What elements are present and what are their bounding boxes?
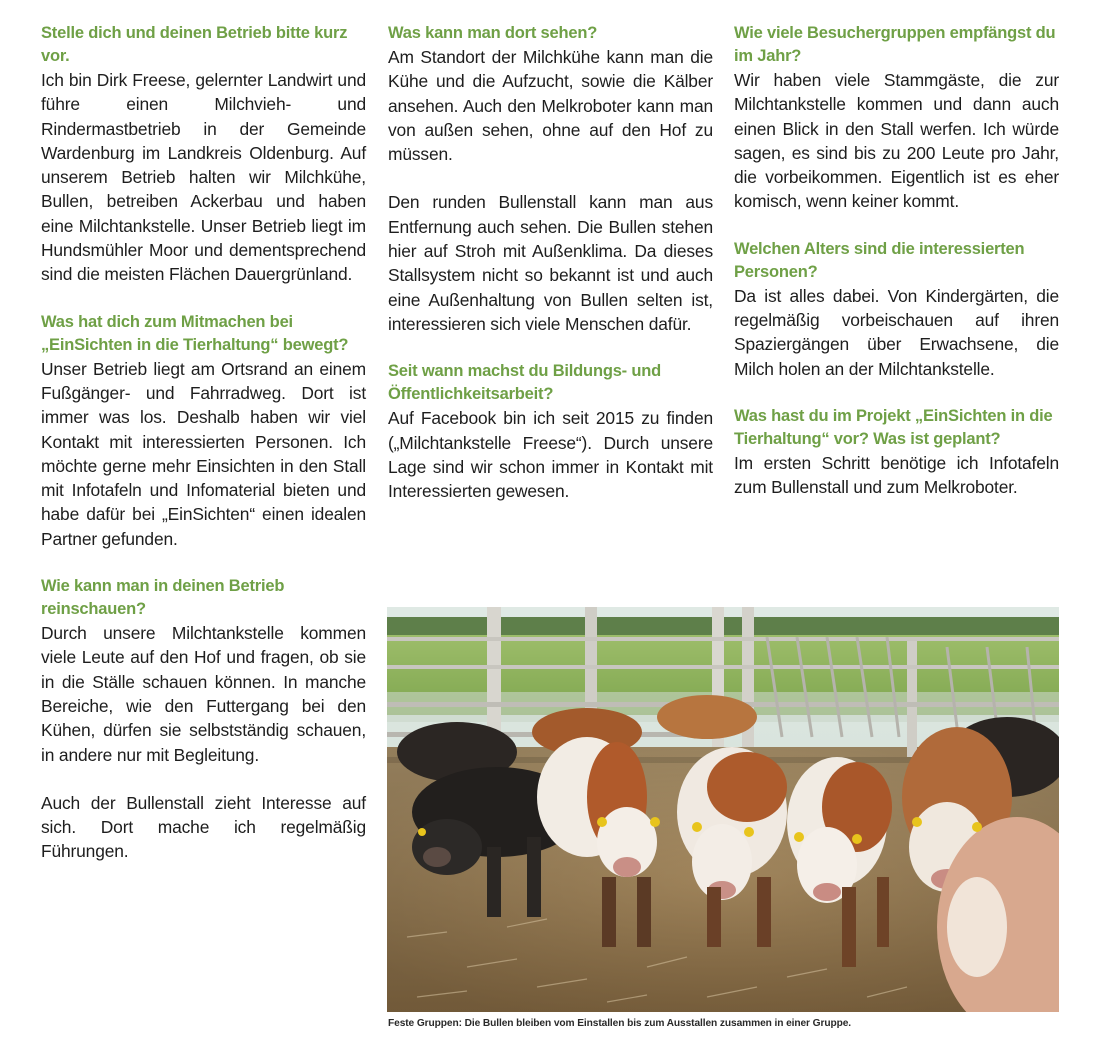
question-heading: Wie kann man in deinen Betrieb reinschauen? bbox=[41, 577, 285, 619]
answer-text: Durch unsere Milchtankstelle kommen viele Leute auf den Hof und fragen, ob sie in die Ställe schauen können. In manche Bereiche, wie den Futtergang bei den Kühen, dürfen sie selbstständig schauen, in andere nur mit Begleitung. bbox=[41, 623, 366, 765]
question-heading: Welchen Alters sind die interessierten Personen? bbox=[734, 239, 1025, 281]
answer-text: Im ersten Schritt benötige ich Infotafeln zum Bullenstall und zum Melkroboter. bbox=[734, 452, 1059, 498]
answer-text: Wir haben viele Stammgäste, die zur Milchtankstelle kommen und dann auch einen Blick in den Stall werfen. Ich würde sagen, es sind bis zu 200 Leute pro Jahr, die vorbeikommen. Eigentlich ist es eher komisch, wenn keiner kommt. bbox=[734, 70, 1059, 212]
answer-text: Den runden Bullenstall kann man aus Entfernung auch sehen. Die Bullen stehen hier auf Stroh mit Außenklima. Da dieses Stallsystem nicht so bekannt ist und auch eine Außenhaltung von Bullen selten ist, interessieren sich viele Menschen dafür. bbox=[388, 192, 713, 334]
question-heading: Was kann man dort sehen? bbox=[388, 24, 598, 42]
answer-text: Am Standort der Milchkühe kann man die Kühe und die Aufzucht, sowie die Kälber ansehen. Auch den Melkroboter kann man von außen sehen, ohne auf den Hof zu müssen. bbox=[388, 47, 713, 165]
column-3 bbox=[734, 22, 1059, 500]
question-heading: Stelle dich und deinen Betrieb bitte kurz vor. bbox=[41, 24, 348, 65]
answer-text: Auch der Bullenstall zieht Interesse auf sich. Dort mache ich regelmäßig Führungen. bbox=[41, 792, 366, 862]
question-heading: Was hast du im Projekt „EinSichten in die Tierhaltung“ vor? Was ist geplant? bbox=[734, 406, 1053, 448]
answer-text: Auf Facebook bin ich seit 2015 zu finden („Milchtankstelle Freese“). Durch unsere Lage sind wir schon immer in Kontakt mit Interessierten gewesen. bbox=[388, 408, 713, 502]
question-heading: Was hat dich zum Mitmachen bei „EinSichten in die Tierhaltung“ bewegt? bbox=[41, 312, 349, 354]
question-heading: Seit wann machst du Bildungs- und Öffentlichkeitsarbeit? bbox=[388, 362, 661, 404]
answer-text: Ich bin Dirk Freese, gelernter Landwirt und führe einen Milchvieh- und Rindermastbetrieb in der Gemeinde Wardenburg im Landkreis Oldenburg. Auf unserem Betrieb halten wir Milchkühe, Bullen, betreiben Ackerbau und haben eine Milchtankstelle. Unser Betrieb liegt im Hundsmühler Moor und dementsprechend sind die meisten Flächen Dauergrünland. bbox=[41, 70, 366, 285]
column-1 bbox=[41, 22, 366, 864]
column-2 bbox=[388, 22, 713, 503]
question-heading: Wie viele Besuchergruppen empfängst du im Jahr? bbox=[734, 24, 1056, 65]
answer-text: Da ist alles dabei. Von Kindergärten, die regelmäßig vorbeischauen auf ihren Spaziergängen über Erwachsene, die Milch holen an der Milchtankstelle. bbox=[734, 285, 1059, 379]
answer-text: Unser Betrieb liegt am Ortsrand an einem Fußgänger- und Fahrradweg. Dort ist immer was los. Deshalb haben wir viel Kontakt mit interessierten Personen. Ich möchte gerne mehr Einsichten in den Stall mit Infotafeln und Infomaterial bieten und habe dafür bei „EinSichten“ einen idealen Partner gefunden. bbox=[41, 358, 366, 549]
photo-caption: Feste Gruppen: Die Bullen bleiben vom Einstallen bis zum Ausstallen zusammen in einer Gruppe. bbox=[388, 1018, 852, 1029]
bulls-in-barn-photo bbox=[387, 607, 1059, 1012]
